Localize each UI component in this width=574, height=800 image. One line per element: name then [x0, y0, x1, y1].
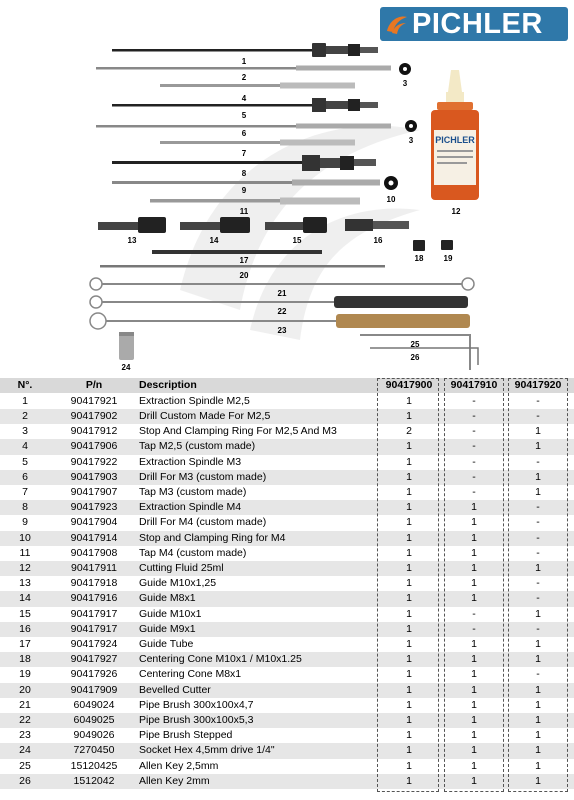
- header-pn: P/n: [85, 379, 103, 391]
- row-kit-c-qty: -: [536, 622, 540, 635]
- row-kit-b-qty: 1: [471, 744, 477, 757]
- row-number: 6: [22, 470, 28, 483]
- row-part-number: 90417906: [70, 440, 118, 453]
- part-label: 21: [277, 289, 287, 298]
- row-kit-b-qty: -: [472, 410, 476, 422]
- row-kit-a-qty: 1: [406, 577, 412, 590]
- row-kit-a-qty: 1: [406, 638, 412, 650]
- row-kit-c-qty: -: [536, 531, 540, 544]
- row-kit-b-qty: 1: [471, 546, 477, 559]
- row-kit-a-qty: 1: [406, 622, 412, 635]
- row-description: Drill For M3 (custom made): [139, 470, 267, 483]
- part-label: 26: [410, 353, 420, 362]
- row-kit-c-qty: 1: [535, 607, 541, 620]
- part-label: 12: [451, 207, 461, 216]
- part-label: 7: [241, 149, 247, 158]
- row-part-number: 90417921: [70, 394, 118, 407]
- row-description: Extraction Spindle M2,5: [139, 394, 250, 407]
- row-description: Extraction Spindle M4: [139, 501, 242, 514]
- row-kit-a-qty: 1: [406, 774, 412, 787]
- row-description: Centering Cone M10x1 / M10x1.25: [139, 653, 302, 666]
- row-kit-a-qty: 1: [406, 744, 412, 757]
- row-kit-a-qty: 1: [406, 440, 412, 453]
- part-drill-m2-5: [96, 66, 391, 71]
- row-number: 20: [19, 683, 31, 696]
- row-part-number: 90417903: [70, 470, 118, 483]
- row-kit-c-qty: -: [536, 394, 540, 407]
- row-kit-a-qty: 1: [406, 653, 412, 666]
- row-number: 5: [22, 455, 28, 468]
- header-description: Description: [139, 379, 197, 391]
- row-description: Centering Cone M8x1: [139, 668, 242, 681]
- row-number: 8: [22, 501, 28, 514]
- row-kit-b-qty: 1: [471, 668, 477, 681]
- row-number: 15: [19, 607, 31, 620]
- part-label: 3: [408, 136, 414, 145]
- row-kit-b-qty: -: [472, 607, 476, 620]
- kit-b-column-frame: [444, 378, 504, 792]
- row-kit-b-qty: -: [472, 470, 476, 483]
- row-description: Drill For M4 (custom made): [139, 516, 267, 529]
- row-kit-a-qty: 1: [406, 516, 412, 529]
- row-kit-a-qty: 1: [406, 486, 412, 498]
- part-label: 8: [241, 169, 247, 178]
- row-kit-a-qty: 1: [406, 410, 412, 422]
- pichler-swoosh-icon: [384, 11, 410, 37]
- part-label: 9: [241, 186, 247, 195]
- row-part-number: 90417918: [70, 577, 118, 590]
- row-part-number: 15120425: [70, 759, 118, 772]
- row-kit-a-qty: 1: [406, 546, 412, 559]
- part-label: 23: [277, 326, 287, 335]
- row-kit-a-qty: 1: [406, 470, 412, 483]
- row-kit-b-qty: 1: [471, 729, 477, 742]
- row-description: Stop And Clamping Ring For M2,5 And M3: [139, 425, 337, 438]
- part-guide-tube: [152, 250, 322, 254]
- row-part-number: 90417927: [70, 653, 118, 666]
- row-kit-a-qty: 1: [406, 394, 412, 407]
- row-kit-a-qty: 1: [406, 759, 412, 772]
- row-description: Allen Key 2,5mm: [139, 759, 219, 772]
- row-kit-b-qty: 1: [471, 592, 477, 605]
- part-extraction-spindle-m2-5: [112, 43, 378, 57]
- bottle-label: PICHLER: [435, 135, 475, 145]
- part-label: 4: [241, 94, 247, 103]
- row-kit-b-qty: 1: [471, 653, 477, 666]
- row-kit-c-qty: -: [536, 455, 540, 468]
- row-description: Socket Hex 4,5mm drive 1/4": [139, 744, 275, 757]
- row-kit-c-qty: 1: [535, 698, 541, 711]
- row-kit-c-qty: 1: [535, 774, 541, 787]
- row-kit-c-qty: 1: [535, 729, 541, 742]
- row-kit-a-qty: 1: [406, 592, 412, 605]
- row-kit-c-qty: -: [536, 668, 540, 681]
- row-number: 22: [19, 714, 31, 726]
- row-number: 7: [22, 486, 28, 498]
- row-description: Guide M8x1: [139, 592, 196, 605]
- row-number: 23: [19, 729, 31, 742]
- row-part-number: 90417908: [70, 546, 118, 559]
- row-part-number: 90417923: [70, 501, 118, 514]
- part-label: 25: [410, 340, 420, 349]
- part-label: 24: [121, 363, 131, 372]
- row-description: Pipe Brush 300x100x5,3: [139, 714, 254, 726]
- row-kit-a-qty: 1: [406, 562, 412, 574]
- row-description: Extraction Spindle M3: [139, 455, 242, 468]
- row-number: 18: [19, 653, 31, 666]
- part-label: 10: [386, 195, 396, 204]
- row-number: 11: [19, 546, 31, 559]
- row-part-number: 90417907: [70, 486, 118, 498]
- row-number: 14: [19, 592, 31, 605]
- part-label: 14: [209, 236, 219, 245]
- header-no: N°.: [17, 379, 33, 391]
- row-description: Pipe Brush 300x100x4,7: [139, 698, 254, 711]
- row-kit-b-qty: 1: [471, 698, 477, 711]
- kit-c-column-frame: [508, 378, 568, 792]
- row-number: 17: [19, 638, 31, 650]
- row-kit-c-qty: -: [536, 501, 540, 514]
- row-description: Tap M3 (custom made): [139, 486, 247, 498]
- part-label: 20: [239, 271, 249, 280]
- row-kit-b-qty: 1: [471, 714, 477, 726]
- part-label: 18: [414, 254, 424, 263]
- row-description: Tap M2,5 (custom made): [139, 440, 256, 453]
- part-bevelled-cutter: [100, 265, 385, 268]
- pichler-logo: [380, 7, 568, 41]
- row-kit-c-qty: -: [536, 546, 540, 559]
- row-description: Drill Custom Made For M2,5: [139, 410, 271, 422]
- row-kit-c-qty: 1: [535, 683, 541, 696]
- row-kit-b-qty: 1: [471, 562, 477, 574]
- part-clamping-ring: [399, 63, 411, 75]
- row-kit-c-qty: 1: [535, 759, 541, 772]
- row-kit-c-qty: 1: [535, 486, 541, 498]
- row-part-number: 90417926: [70, 668, 118, 681]
- part-label: 5: [241, 111, 247, 120]
- row-kit-c-qty: 1: [535, 653, 541, 666]
- row-kit-b-qty: 1: [471, 531, 477, 544]
- row-part-number: 7270450: [73, 744, 115, 757]
- part-tap-m3: [160, 140, 355, 146]
- row-number: 13: [19, 577, 31, 590]
- row-description: Guide M10x1,25: [139, 577, 217, 590]
- header-kit-b: 90417910: [450, 379, 498, 391]
- row-part-number: 9049026: [73, 729, 115, 742]
- row-kit-a-qty: 1: [406, 455, 412, 468]
- row-kit-b-qty: -: [472, 440, 476, 453]
- row-kit-b-qty: 1: [471, 501, 477, 514]
- row-number: 21: [19, 698, 31, 711]
- part-label: 1: [241, 57, 247, 66]
- row-kit-c-qty: 1: [535, 470, 541, 483]
- row-part-number: 90417911: [71, 562, 117, 574]
- row-kit-b-qty: 1: [471, 683, 477, 696]
- part-socket-hex: [119, 332, 134, 360]
- part-clamping-ring-2: [405, 120, 417, 132]
- part-guide-m10x1-25: [98, 217, 166, 233]
- row-kit-b-qty: -: [472, 486, 476, 498]
- row-description: Bevelled Cutter: [139, 683, 211, 696]
- row-kit-b-qty: -: [472, 425, 476, 438]
- row-kit-a-qty: 1: [406, 714, 412, 726]
- row-part-number: 6049025: [73, 714, 115, 726]
- part-label: 3: [402, 79, 408, 88]
- row-kit-c-qty: -: [536, 577, 540, 590]
- row-kit-b-qty: 1: [471, 577, 477, 590]
- part-label: 19: [443, 254, 453, 263]
- kit-a-column-frame: [377, 378, 439, 792]
- row-kit-a-qty: 2: [406, 425, 412, 438]
- row-kit-c-qty: 1: [535, 425, 541, 438]
- row-kit-a-qty: 1: [406, 501, 412, 514]
- part-label: 6: [241, 129, 247, 138]
- row-part-number: 90417917: [70, 607, 118, 620]
- row-kit-b-qty: -: [472, 455, 476, 468]
- part-label: 16: [373, 236, 383, 245]
- row-description: Tap M4 (custom made): [139, 546, 247, 559]
- row-description: Guide M9x1: [139, 622, 196, 635]
- row-kit-b-qty: 1: [471, 774, 477, 787]
- row-number: 10: [19, 531, 31, 544]
- row-kit-c-qty: 1: [535, 714, 541, 726]
- row-kit-c-qty: -: [536, 516, 540, 529]
- row-number: 1: [22, 394, 28, 407]
- logo-text: PICHLER: [412, 8, 543, 40]
- row-number: 25: [19, 759, 31, 772]
- part-label: 15: [292, 236, 302, 245]
- row-part-number: 6049024: [73, 698, 115, 711]
- row-kit-a-qty: 1: [406, 729, 412, 742]
- row-kit-b-qty: 1: [471, 638, 477, 650]
- row-part-number: 1512042: [73, 774, 115, 787]
- part-label: 13: [127, 236, 137, 245]
- part-label: 17: [239, 256, 249, 265]
- row-kit-b-qty: -: [472, 394, 476, 407]
- row-part-number: 90417922: [70, 455, 118, 468]
- row-number: 26: [19, 774, 31, 787]
- part-label: 22: [277, 307, 287, 316]
- row-kit-c-qty: 1: [535, 744, 541, 757]
- row-description: Guide Tube: [139, 638, 194, 650]
- row-description: Stop and Clamping Ring for M4: [139, 531, 286, 544]
- part-allen-key-2: [370, 348, 478, 365]
- row-description: Allen Key 2mm: [139, 774, 210, 787]
- part-tap-m2-5: [160, 83, 355, 89]
- part-clamping-ring-m4: [384, 176, 398, 190]
- row-number: 3: [22, 425, 28, 438]
- row-number: 9: [22, 516, 28, 529]
- row-kit-a-qty: 1: [406, 698, 412, 711]
- part-label: 2: [241, 73, 247, 82]
- row-number: 24: [19, 744, 31, 757]
- row-kit-b-qty: -: [472, 622, 476, 635]
- header-kit-a: 90417900: [385, 379, 433, 391]
- row-part-number: 90417902: [70, 410, 118, 422]
- row-kit-c-qty: -: [536, 410, 540, 422]
- row-number: 2: [22, 410, 28, 422]
- row-part-number: 90417909: [70, 683, 118, 696]
- row-kit-a-qty: 1: [406, 668, 412, 681]
- row-number: 12: [19, 562, 31, 574]
- row-number: 4: [22, 440, 28, 453]
- row-kit-b-qty: 1: [471, 516, 477, 529]
- part-cutting-fluid-bottle: [431, 70, 479, 200]
- row-kit-c-qty: 1: [535, 440, 541, 453]
- row-kit-c-qty: 1: [535, 562, 541, 574]
- row-number: 19: [19, 668, 31, 681]
- row-kit-a-qty: 1: [406, 531, 412, 544]
- row-description: Guide M10x1: [139, 607, 202, 620]
- row-part-number: 90417916: [70, 592, 118, 605]
- row-part-number: 90417914: [70, 531, 118, 544]
- row-description: Cutting Fluid 25ml: [139, 562, 224, 574]
- row-part-number: 90417924: [70, 638, 118, 650]
- header-kit-c: 90417920: [514, 379, 562, 391]
- row-part-number: 90417917: [70, 622, 118, 635]
- part-label: 11: [239, 207, 249, 216]
- row-kit-c-qty: 1: [535, 638, 541, 650]
- row-part-number: 90417912: [70, 425, 118, 438]
- row-number: 16: [19, 622, 31, 635]
- row-kit-c-qty: -: [536, 592, 540, 605]
- row-kit-a-qty: 1: [406, 607, 412, 620]
- row-kit-b-qty: 1: [471, 759, 477, 772]
- part-centering-cone-m10: [413, 240, 425, 251]
- parts-illustration: [0, 40, 574, 375]
- row-kit-a-qty: 1: [406, 683, 412, 696]
- part-centering-cone-m8: [441, 240, 453, 250]
- row-part-number: 90417904: [70, 516, 118, 529]
- part-drill-m3: [96, 124, 391, 129]
- row-description: Pipe Brush Stepped: [139, 729, 233, 742]
